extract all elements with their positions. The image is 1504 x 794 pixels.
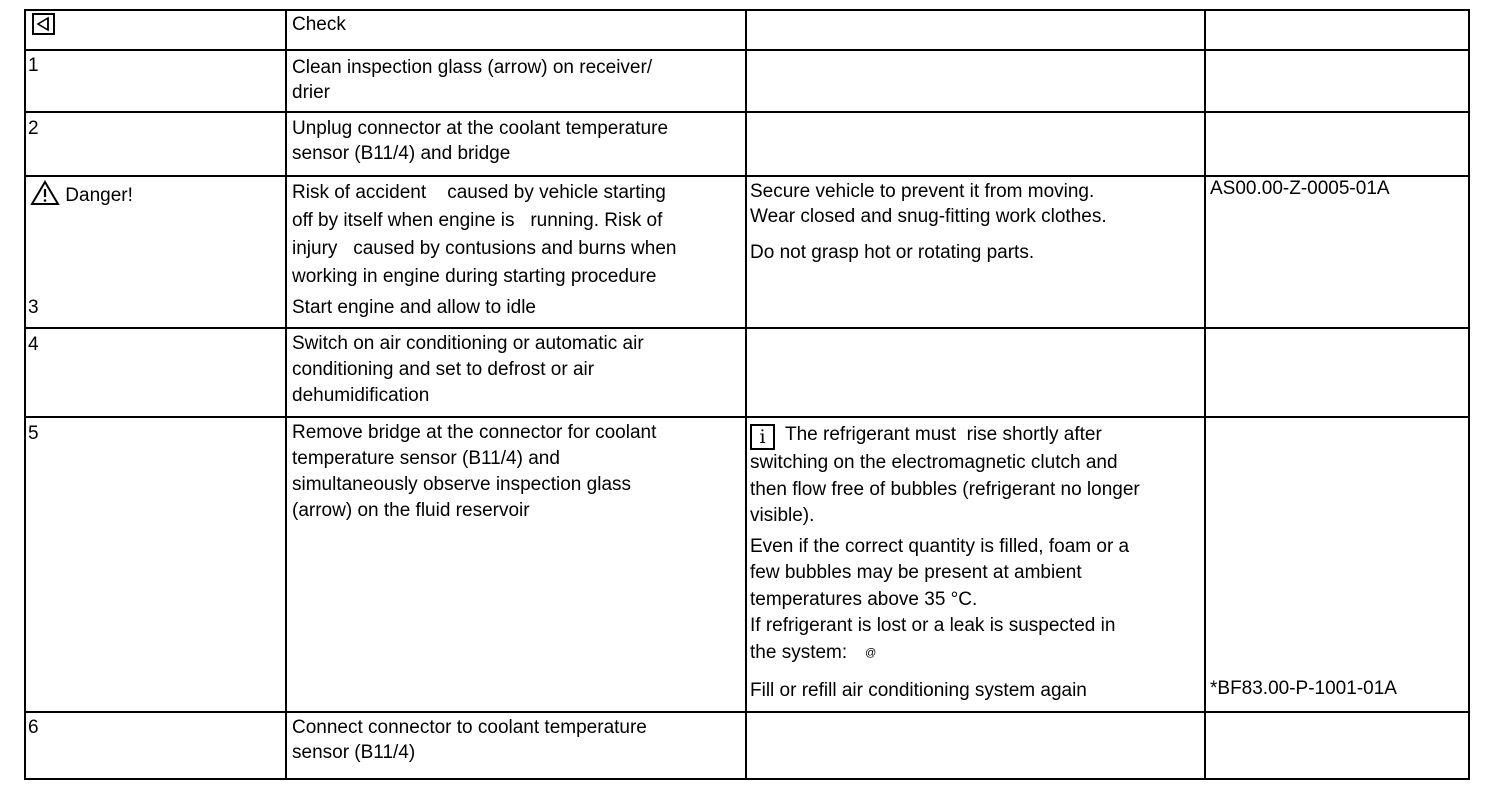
step-text: Clean inspection glass (arrow) on receiver/ drier xyxy=(292,57,653,103)
step-number: 6 xyxy=(28,717,39,738)
step-number: 2 xyxy=(28,118,39,139)
danger-label: Danger! xyxy=(30,180,133,208)
step-number: 3 xyxy=(28,297,39,318)
info-icon: i xyxy=(750,424,775,450)
step-number: 5 xyxy=(28,423,39,444)
notes: i The refrigerant must rise shortly after switching on the electromagnetic clutch and then flow free of bubbles (refrigerant no longer visible). Even if the correct quantity is filled, foam or a few bubbles may be present at ambient temperatures above 35 °C. If refrigerant is lost or a leak is suspected in the system: @ xyxy=(750,424,1140,663)
warning-icon xyxy=(30,180,60,206)
procedure-table xyxy=(24,9,1470,780)
step-text: Switch on air conditioning or automatic air conditioning and set to defrost or air dehumidification xyxy=(292,333,644,406)
back-arrow-icon[interactable] xyxy=(32,13,55,40)
step-number: 4 xyxy=(28,334,39,355)
header-check: Check xyxy=(292,14,346,35)
step-text: Remove bridge at the connector for coolant temperature sensor (B11/4) and simultaneously observe inspection glass (arrow) on the fluid reservoir xyxy=(292,422,657,521)
risk-text: Risk of accident caused by vehicle starting off by itself when engine is running. Risk of injury caused by contusions and burns when working in engine during starting procedure xyxy=(292,182,677,287)
step-number: 1 xyxy=(28,55,39,76)
reference-code[interactable]: AS00.00-Z-0005-01A xyxy=(1210,178,1390,199)
reference-code[interactable]: *BF83.00-P-1001-01A xyxy=(1210,678,1397,699)
step-text: Unplug connector at the coolant temperature sensor (B11/4) and bridge xyxy=(292,118,669,164)
step-text: Start engine and allow to idle xyxy=(292,297,536,318)
fill-text: Fill or refill air conditioning system again xyxy=(750,680,1087,701)
link-symbol-icon: @ xyxy=(865,646,877,659)
safety-measures: Secure vehicle to prevent it from moving. Wear closed and snug-fitting work clothes. Do not grasp hot or rotating parts. xyxy=(750,181,1107,263)
step-text: Connect connector to coolant temperature sensor (B11/4) xyxy=(292,717,647,763)
